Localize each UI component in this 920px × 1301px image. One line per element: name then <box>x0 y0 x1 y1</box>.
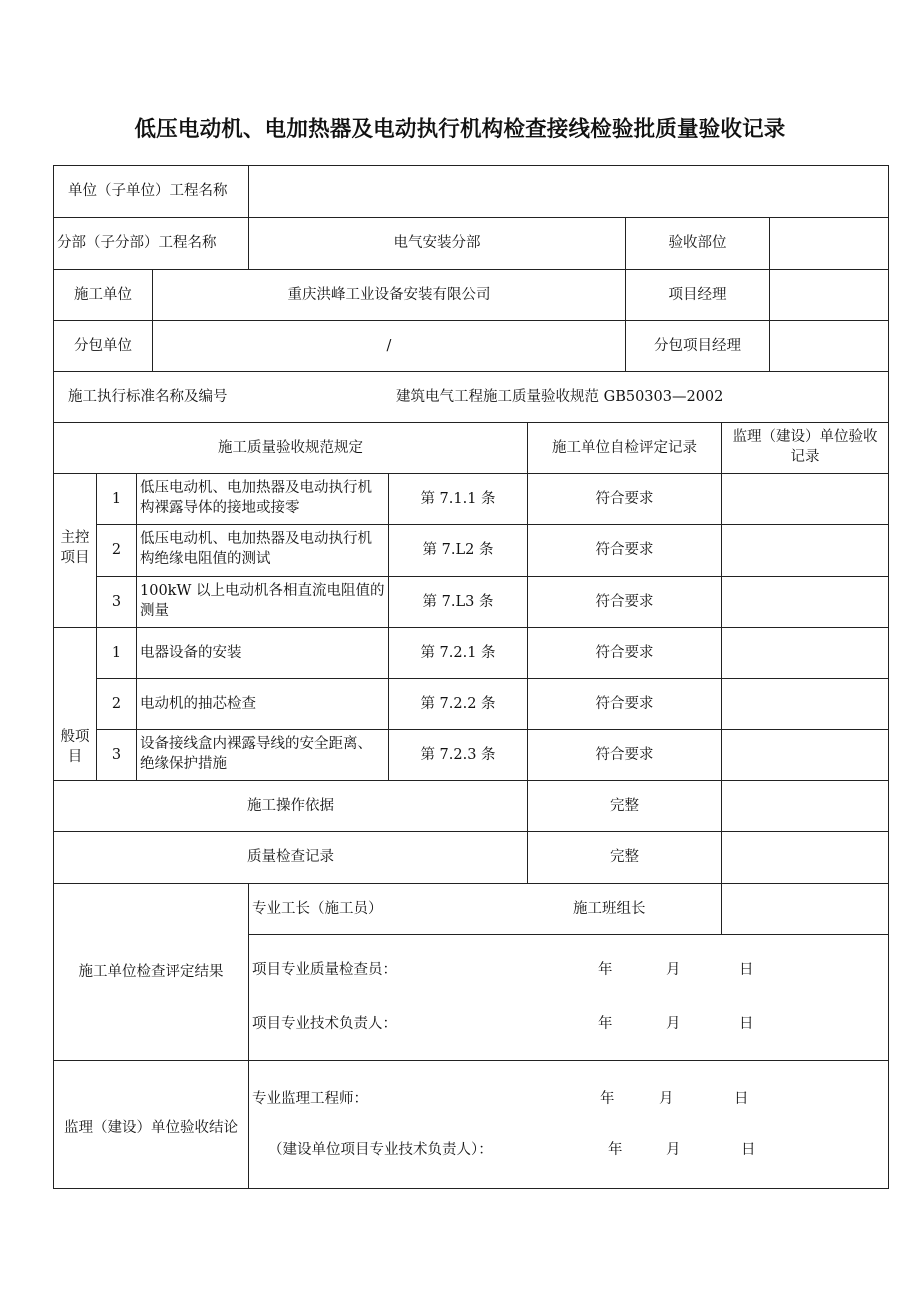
item-result: 符合要求 <box>595 645 654 661</box>
supervision-engineer-label: 专业监理工程师： <box>252 1091 368 1107</box>
quality-inspector-label: 项目专业质量检查员： <box>252 962 397 978</box>
item-result: 符合要求 <box>595 491 654 507</box>
row-divider <box>249 934 889 935</box>
column-header-supervision: 监理（建设）单位验收记录 <box>732 429 878 465</box>
operation-basis-value: 完整 <box>610 798 639 814</box>
date-month: 月 <box>659 1091 674 1107</box>
page-title: 低压电动机、电加热器及电动执行机构检查接线检验批质量验收记录 <box>134 117 786 142</box>
item-number: 3 <box>111 594 122 610</box>
item-number: 3 <box>111 747 122 763</box>
quality-record-label: 质量检查记录 <box>247 849 334 865</box>
date-day: 日 <box>739 1016 754 1032</box>
item-clause: 第 7.L3 条 <box>422 594 494 610</box>
item-description: 低压电动机、电加热器及电动执行机构裸露导体的接地或接零 <box>140 480 372 516</box>
item-clause: 第 7.2.3 条 <box>420 747 496 763</box>
item-description: 电器设备的安装 <box>140 645 242 661</box>
contractor-label: 施工单位 <box>74 287 132 303</box>
table-border-left <box>53 165 54 1189</box>
date-year: 年 <box>608 1142 623 1158</box>
acceptance-part-label: 验收部位 <box>668 235 727 251</box>
item-result: 符合要求 <box>595 696 654 712</box>
main-control-group-label: 主控项目 <box>60 530 90 566</box>
item-description: 设备接线盒内裸露导线的安全距离、绝缘保护措施 <box>140 736 372 772</box>
row-divider <box>53 883 889 884</box>
sub-project-manager-label: 分包项目经理 <box>654 338 741 354</box>
item-clause: 第 7.1.1 条 <box>420 491 496 507</box>
project-manager-label: 项目经理 <box>668 287 727 303</box>
contractor-result-label: 施工单位检查评定结果 <box>78 964 224 980</box>
col-divider <box>769 217 770 371</box>
row-divider <box>53 269 889 270</box>
table-border-right <box>888 165 889 1189</box>
item-result: 符合要求 <box>595 594 654 610</box>
division-project-label: 分部（子分部）工程名称 <box>57 235 217 251</box>
row-divider <box>53 1060 889 1061</box>
item-number: 2 <box>111 542 122 558</box>
item-clause: 第 7.2.1 条 <box>420 645 496 661</box>
item-result: 符合要求 <box>595 542 654 558</box>
date-year: 年 <box>600 1091 615 1107</box>
col-divider <box>248 165 249 269</box>
item-number: 2 <box>111 696 122 712</box>
date-day: 日 <box>734 1091 749 1107</box>
item-number: 1 <box>111 645 122 661</box>
row-divider <box>53 320 889 321</box>
col-divider <box>136 473 137 780</box>
supervision-result-label: 监理（建设）单位验收结论 <box>64 1120 238 1136</box>
col-divider <box>248 883 249 1188</box>
item-clause: 第 7.L2 条 <box>422 542 494 558</box>
foreman-label: 专业工长（施工员） <box>252 901 383 917</box>
subcontractor-label: 分包单位 <box>74 338 132 354</box>
item-number: 1 <box>111 491 122 507</box>
row-divider <box>96 729 889 730</box>
operation-basis-label: 施工操作依据 <box>247 798 334 814</box>
date-month: 月 <box>666 962 681 978</box>
col-divider <box>721 422 722 883</box>
item-description: 低压电动机、电加热器及电动执行机构绝缘电阻值的测试 <box>140 531 372 567</box>
row-divider <box>96 524 889 525</box>
column-header-spec: 施工质量验收规范规定 <box>218 440 363 456</box>
standard-value: 建筑电气工程施工质量验收规范 GB50303—2002 <box>396 389 724 405</box>
contractor-value: 重庆洪峰工业设备安装有限公司 <box>287 287 491 303</box>
date-year: 年 <box>598 962 613 978</box>
row-divider <box>53 422 889 423</box>
item-description: 电动机的抽芯检查 <box>140 696 256 712</box>
item-clause: 第 7.2.2 条 <box>420 696 496 712</box>
table-border-bottom <box>53 1188 889 1189</box>
item-description: 100kW 以上电动机各相直流电阻值的测量 <box>140 583 385 619</box>
quality-record-value: 完整 <box>610 849 639 865</box>
row-divider <box>96 576 889 577</box>
row-divider <box>53 217 889 218</box>
subcontractor-value: / <box>386 338 392 354</box>
row-divider <box>53 780 889 781</box>
row-divider <box>53 627 889 628</box>
standard-label: 施工执行标准名称及编号 <box>68 389 228 405</box>
owner-tech-lead-label: （建设单位项目专业技术负责人）： <box>268 1142 493 1158</box>
team-leader-label: 施工班组长 <box>573 901 646 917</box>
row-divider <box>96 678 889 679</box>
col-divider <box>388 473 389 780</box>
item-result: 符合要求 <box>595 747 654 763</box>
unit-project-label: 单位（子单位）工程名称 <box>68 183 228 199</box>
tech-lead-label: 项目专业技术负责人： <box>252 1016 397 1032</box>
date-day: 日 <box>739 962 754 978</box>
row-divider <box>53 371 889 372</box>
row-divider <box>53 831 889 832</box>
date-month: 月 <box>666 1142 681 1158</box>
date-year: 年 <box>598 1016 613 1032</box>
general-group-label: 般项目 <box>60 729 90 765</box>
column-header-self-check: 施工单位自检评定记录 <box>552 440 697 456</box>
col-divider <box>721 883 722 934</box>
col-divider <box>96 473 97 780</box>
row-divider <box>53 473 889 474</box>
division-project-value: 电气安装分部 <box>393 235 481 251</box>
date-day: 日 <box>741 1142 756 1158</box>
date-month: 月 <box>666 1016 681 1032</box>
table-border-top <box>53 165 889 166</box>
